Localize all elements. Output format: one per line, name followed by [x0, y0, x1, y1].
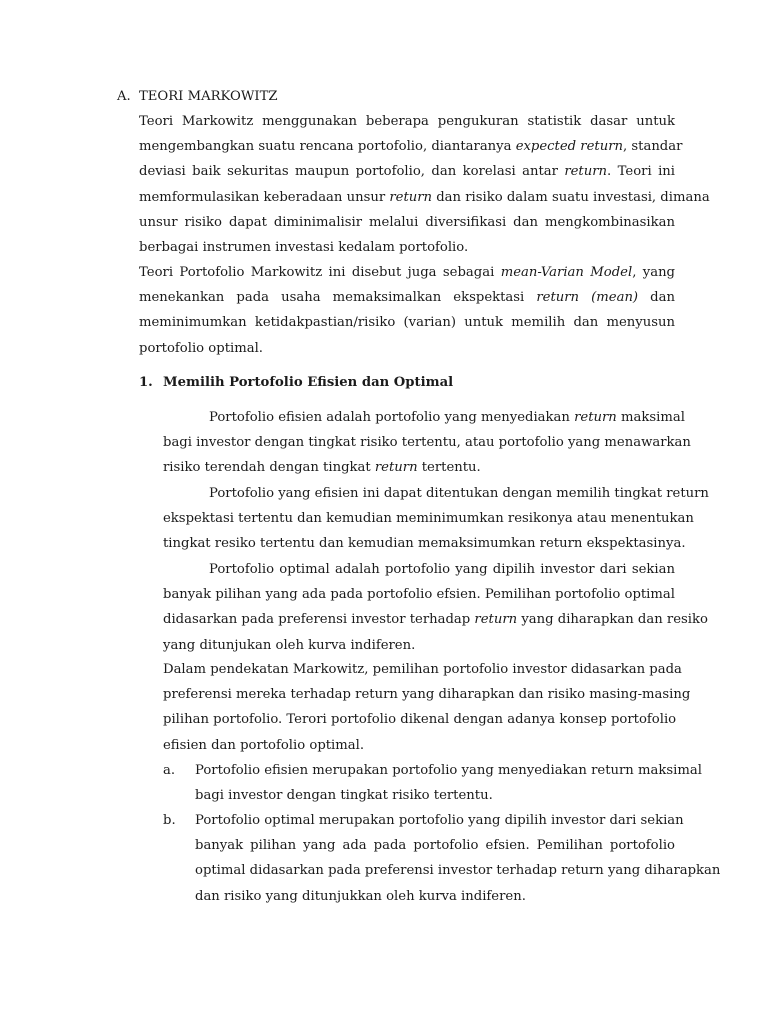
text-line	[195, 833, 675, 858]
text-line	[139, 134, 683, 159]
text-run: , standar	[623, 139, 683, 155]
text-run: bagi investor dengan tingkat risiko tertentu.	[195, 788, 493, 804]
text-run: . Teori ini	[607, 164, 675, 180]
text-line	[139, 210, 675, 235]
text-run: optimal didasarkan pada preferensi investor terhadap return yang diharapkan	[195, 863, 721, 879]
text-line	[163, 455, 675, 480]
text-line	[139, 159, 675, 184]
text-run: Teori Markowitz menggunakan beberapa pengukuran statistik dasar untuk	[139, 114, 675, 129]
list-marker: a.	[163, 763, 176, 778]
text-run: Portofolio optimal adalah portofolio yang dipilih investor dari sekian	[209, 562, 675, 577]
text-line	[163, 506, 694, 531]
text-line	[195, 783, 675, 808]
text-run: didasarkan pada preferensi investor terhadap	[163, 612, 475, 628]
section-letter: A.	[117, 89, 131, 104]
text-run: banyak pilihan yang ada pada portofolio efsien. Pemilihan portofolio	[195, 838, 675, 854]
text-line	[195, 884, 675, 909]
text-run: yang diharapkan dan resiko	[517, 612, 708, 628]
text-line	[209, 481, 709, 506]
text-run: tingkat resiko tertentu dan kemudian memaksimumkan return ekspektasinya.	[163, 536, 686, 552]
text-run: Portofolio optimal merupakan portofolio yang dipilih investor dari sekian	[195, 813, 684, 828]
text-run: Portofolio efisien merupakan portofolio yang menyediakan return maksimal	[195, 763, 702, 778]
text-run: efisien dan portofolio optimal.	[163, 737, 365, 753]
italic-term: return	[374, 460, 418, 476]
text-line	[139, 185, 710, 210]
text-run: yang ditunjukan oleh kurva indiferen.	[163, 637, 416, 653]
text-run: , yang	[632, 265, 675, 280]
text-run: Portofolio yang efisien ini dapat ditentukan dengan memilih tingkat return	[209, 486, 709, 501]
text-run: meminimumkan ketidakpastian/risiko (varian) untuk memilih dan menyusun	[139, 315, 675, 331]
text-run: portofolio optimal.	[139, 340, 263, 356]
list-marker: b.	[163, 813, 176, 828]
text-line	[163, 582, 675, 607]
text-run: Dalam pendekatan Markowitz, pemilihan portofolio investor didasarkan pada	[163, 662, 682, 677]
text-run: bagi investor dengan tingkat risiko tertentu, atau portofolio yang menawarkan	[163, 435, 691, 451]
text-line	[163, 633, 675, 658]
text-line	[209, 405, 685, 430]
text-run: tertentu.	[417, 460, 481, 476]
text-run: risiko terendah dengan tingkat	[163, 460, 375, 476]
text-line	[195, 808, 684, 833]
text-line	[139, 235, 675, 260]
text-run: Portofolio efisien adalah portofolio yang menyediakan	[209, 410, 575, 425]
italic-term: return	[564, 164, 608, 180]
section-title: TEORI MARKOWITZ	[139, 89, 278, 104]
text-line	[209, 557, 675, 582]
text-line	[139, 109, 675, 134]
text-line	[139, 285, 675, 310]
text-line	[163, 682, 691, 707]
text-run: preferensi mereka terhadap return yang diharapkan dan risiko masing-masing	[163, 687, 691, 703]
text-run: mengembangkan suatu rencana portofolio, diantaranya	[139, 139, 516, 155]
text-line	[163, 607, 708, 632]
text-run: unsur risiko dapat diminimalisir melalui diversifikasi dan mengkombinasikan	[139, 214, 675, 230]
text-line	[163, 531, 686, 556]
text-line	[163, 707, 675, 732]
text-line	[139, 336, 675, 361]
subsection-title: Memilih Portofolio Efisien dan Optimal	[163, 375, 454, 390]
text-line	[163, 733, 675, 758]
text-run: ekspektasi tertentu dan kemudian meminimumkan resikonya atau menentukan	[163, 511, 694, 527]
text-run: deviasi baik sekuritas maupun portofolio, dan korelasi antar	[139, 164, 565, 180]
italic-term: return	[474, 612, 518, 628]
italic-term: mean-Varian Model	[500, 265, 633, 280]
text-run: dan	[638, 290, 675, 306]
text-run: pilihan portofolio. Terori portofolio dikenal dengan adanya konsep portofolio	[163, 712, 677, 728]
italic-term: return	[389, 189, 433, 205]
text-line	[195, 758, 702, 783]
text-run: berbagai instrumen investasi kedalam portofolio.	[139, 240, 469, 255]
text-line	[195, 858, 721, 883]
text-line	[139, 260, 675, 285]
italic-term: return (mean)	[536, 290, 639, 306]
text-run: memformulasikan keberadaan unsur	[139, 189, 390, 205]
subsection-number: 1.	[139, 375, 153, 390]
text-run: menekankan pada usaha memaksimalkan ekspektasi	[139, 290, 537, 306]
text-run: dan risiko dalam suatu investasi, dimana	[432, 189, 710, 205]
text-line	[139, 310, 675, 335]
text-run: Teori Portofolio Markowitz ini disebut juga sebagai	[139, 265, 501, 280]
text-run: banyak pilihan yang ada pada portofolio efsien. Pemilihan portofolio optimal	[163, 587, 675, 603]
text-line	[163, 657, 682, 682]
text-line	[163, 430, 691, 455]
text-run: dan risiko yang ditunjukkan oleh kurva indiferen.	[195, 888, 526, 904]
italic-term: return	[574, 410, 617, 425]
italic-term: expected return	[515, 139, 623, 155]
text-run: maksimal	[616, 410, 685, 425]
